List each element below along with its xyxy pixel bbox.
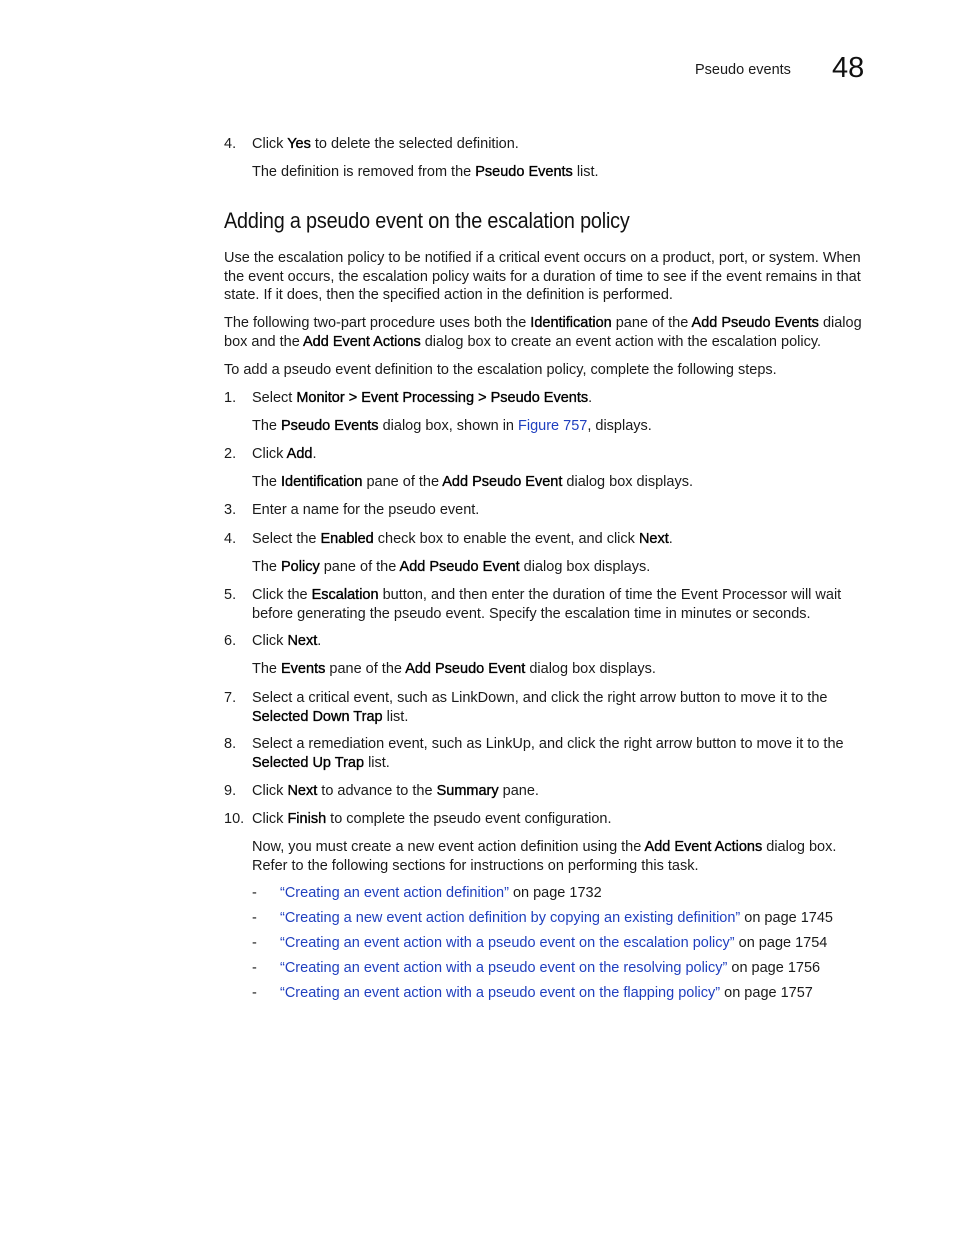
cross-reference-link[interactable]: “Creating an event action with a pseudo event on the flapping policy” bbox=[280, 985, 721, 1001]
step-text: Click Next. bbox=[252, 633, 322, 649]
step-number: 10. bbox=[224, 811, 245, 827]
step-number: 4. bbox=[224, 136, 237, 152]
step-result: The definition is removed from the Pseudo Events list. bbox=[252, 164, 599, 180]
step-text: Select Monitor > Event Processing > Pseudo Events. bbox=[252, 390, 593, 406]
cross-reference-link[interactable]: “Creating an event action definition” bbox=[280, 885, 509, 901]
step-text: Click Add. bbox=[252, 446, 317, 462]
step-text: Select a critical event, such as LinkDown, and click the right arrow button to move it to the Selected Down Trap list. bbox=[252, 690, 828, 725]
step-result: The Events pane of the Add Pseudo Event dialog box displays. bbox=[252, 661, 656, 677]
step-text: Enter a name for the pseudo event. bbox=[252, 502, 480, 518]
step-number: 5. bbox=[224, 587, 237, 603]
step-number: 2. bbox=[224, 446, 237, 462]
step-number: 7. bbox=[224, 690, 237, 706]
step-text: Click Finish to complete the pseudo event configuration. bbox=[252, 811, 612, 827]
intro-paragraph: To add a pseudo event definition to the escalation policy, complete the following steps. bbox=[224, 362, 777, 378]
cross-reference-link[interactable]: “Creating a new event action definition by copying an existing definition” bbox=[280, 910, 741, 926]
step-number: 3. bbox=[224, 502, 237, 518]
intro-paragraph: Use the escalation policy to be notified if a critical event occurs on a product, port, or system. When the event occurs, the escalation policy waits for a duration of time to see if the event remains in that state. If it does, then the specified action in the definition is performed. bbox=[224, 250, 861, 303]
step-number: 4. bbox=[224, 531, 237, 547]
step-text: Click the Escalation button, and then enter the duration of time the Event Processor will wait before generating the pseudo event. Specify the escalation time in minutes or seconds. bbox=[252, 587, 842, 622]
step-text: Select the Enabled check box to enable the event, and click Next. bbox=[252, 531, 673, 547]
cross-reference-link[interactable]: “Creating an event action with a pseudo event on the resolving policy” bbox=[280, 960, 728, 976]
chapter-number: 48 bbox=[832, 52, 865, 84]
cross-reference-link[interactable]: “Creating an event action with a pseudo event on the escalation policy” bbox=[280, 935, 735, 951]
running-header: Pseudo events bbox=[695, 62, 791, 78]
step-result: The Policy pane of the Add Pseudo Event dialog box displays. bbox=[252, 559, 651, 575]
intro-paragraph: The following two-part procedure uses both the Identification pane of the Add Pseudo Events dialog box and the Add Event Actions dialog box to create an event action with the escalation policy. bbox=[224, 315, 862, 350]
step-text: Click Yes to delete the selected definition. bbox=[252, 136, 519, 152]
step-result: The Pseudo Events dialog box, shown in Figure 757, displays. bbox=[252, 418, 652, 434]
step-text: Click Next to advance to the Summary pane. bbox=[252, 783, 539, 799]
step-result: Now, you must create a new event action definition using the Add Event Actions dialog box. Refer to the following sections for instructions on performing this task. bbox=[252, 839, 837, 874]
step-number: 6. bbox=[224, 633, 237, 649]
step-number: 9. bbox=[224, 783, 237, 799]
step-text: Select a remediation event, such as LinkUp, and click the right arrow button to move it to the Selected Up Trap list. bbox=[252, 736, 844, 771]
figure-link[interactable]: Figure 757 bbox=[518, 418, 588, 434]
step-number: 8. bbox=[224, 736, 237, 752]
step-number: 1. bbox=[224, 390, 237, 406]
ui-term: Pseudo Events bbox=[475, 164, 573, 180]
ui-term: Yes bbox=[287, 136, 311, 152]
step-result: The Identification pane of the Add Pseudo Event dialog box displays. bbox=[252, 474, 693, 490]
section-heading: Adding a pseudo event on the escalation policy bbox=[224, 208, 630, 233]
